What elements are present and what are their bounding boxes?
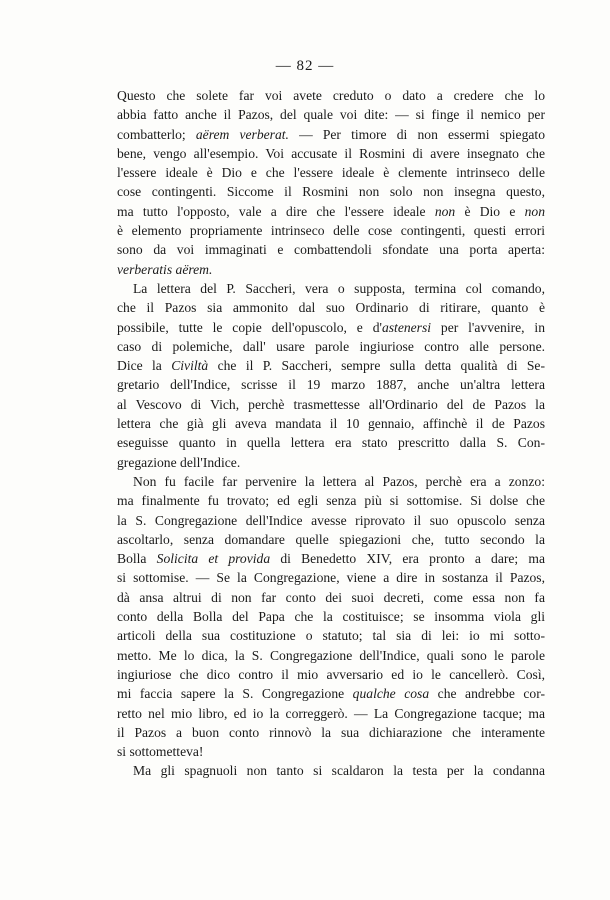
text-line: bene, vengo all'esempio. Voi accusate il Rosmini di avere insegnato che	[117, 145, 545, 161]
italic-text: verberatis aërem.	[117, 261, 213, 277]
text-line: il Pazos a buon conto rinnovò la sua dichiarazione che interamente	[117, 724, 545, 740]
text-line: retto nel mio libro, ed io la correggerò. — La Congregazione tacque; ma	[117, 705, 545, 721]
text-span: — Per timore di non essermi spiegato	[288, 126, 545, 142]
italic-text: Civiltà	[171, 358, 209, 374]
paragraph	[117, 761, 545, 780]
text-line: la S. Congregazione dell'Indice avesse riprovato il suo opuscolo senza	[117, 512, 545, 528]
paragraph	[117, 86, 545, 279]
paragraph	[117, 279, 545, 472]
page-number: — 82 —	[275, 58, 335, 74]
text-line	[117, 684, 545, 703]
text-line: sono da voi immaginati e combattendoli sfondate una porta aperta:	[117, 242, 545, 258]
text-line: ascoltarlo, senza domandare quelle spiegazioni che, tutto secondo la	[117, 531, 545, 547]
text-line: conto della Bolla del Papa che la costituisce; se insomma viola gli	[117, 609, 545, 625]
text-line: Ma gli spagnuoli non tanto si scaldaron la testa per la condanna	[133, 763, 545, 779]
italic-text: non	[524, 203, 545, 219]
text-line: è elemento propriamente intrinseco delle cose contingenti, questi errori	[117, 223, 545, 239]
text-line: articoli della sua costituzione o statuto; tal sia di lei: io mi sotto-	[117, 628, 545, 644]
text-line: l'essere ideale è Dio e che l'essere ideale è clemente intrinseco delle	[117, 165, 545, 181]
text-span: Bolla	[117, 551, 157, 567]
text-span: che il P. Saccheri, sempre sulla detta qualità di Se-	[208, 358, 545, 374]
italic-text: non	[434, 203, 456, 219]
text-line: gregazione dell'Indice.	[117, 454, 241, 470]
body-text	[117, 86, 545, 781]
text-line: cose contingenti. Siccome il Rosmini non solo non insegna questo,	[117, 184, 545, 200]
text-line: si sottomise. — Se la Congregazione, viene a dire in sostanza il Pazos,	[117, 570, 545, 586]
italic-text: astenersi	[381, 319, 432, 335]
text-line	[117, 202, 545, 221]
text-line: ingiuriose che dico contro il mio avversario ed io le cancellerò. Così,	[117, 666, 545, 682]
text-line: gretario dell'Indice, scrisse il 19 marzo 1887, anche un'altra lettera	[117, 377, 545, 393]
text-line: dà ansa altrui di non far conto dei suoi decreti, come essa non fa	[117, 589, 545, 605]
text-line	[117, 125, 545, 144]
text-line	[117, 356, 545, 375]
text-line: metto. Me lo dica, la S. Congregazione dell'Indice, quali sono le parole	[117, 647, 545, 663]
text-line: lettera che già gli aveva mandata il 10 gennaio, affinchè il de Pazos	[117, 416, 545, 432]
italic-text: qualche cosa	[352, 686, 430, 702]
text-span: ma tutto l'opposto, vale a dire che l'essere ideale	[117, 203, 435, 219]
text-line: Questo che solete far voi avete creduto o dato a credere che lo	[117, 88, 545, 103]
text-line: La lettera del P. Saccheri, vera o supposta, termina col comando,	[133, 280, 545, 296]
text-span: è Dio e	[455, 203, 525, 219]
text-span: combatterlo;	[117, 126, 196, 142]
text-line: ma finalmente fu trovato; ed egli senza più si sottomise. Si dolse che	[117, 493, 545, 509]
text-line: che il Pazos sia ammonito dal suo Ordinario di ritirare, quanto è	[117, 300, 545, 316]
text-span: che andrebbe cor-	[429, 686, 545, 702]
text-span: per l'avvenire, in	[431, 319, 545, 335]
text-line: al Vescovo di Vich, perchè trasmettesse all'Ordinario del de Pazos la	[117, 396, 545, 412]
text-line	[117, 260, 545, 279]
paragraph	[117, 472, 545, 761]
text-line: Non fu facile far pervenire la lettera al Pazos, perchè era a zonzo:	[133, 473, 545, 489]
text-line: abbia fatto anche il Pazos, del quale voi dite: — si finge il nemico per	[117, 107, 545, 123]
text-span: mi faccia sapere la S. Congregazione	[117, 686, 353, 702]
text-line: caso di polemiche, dall' usare parole ingiuriose contro alle persone.	[117, 338, 545, 354]
text-line: eseguisse quanto in quella lettera era stato prescritto dalla S. Con-	[117, 435, 545, 451]
text-span: di Benedetto XIV, era pronto a dare; ma	[270, 551, 545, 567]
text-line	[117, 549, 545, 568]
text-span: Dice la	[117, 358, 172, 374]
text-line	[117, 318, 545, 337]
text-line: si sottometteva!	[117, 744, 204, 760]
italic-text: Solicita et provida	[156, 551, 271, 567]
italic-text: aërem verberat.	[195, 126, 289, 142]
text-span: possibile, tutte le copie dell'opuscolo, e d'	[117, 319, 382, 335]
